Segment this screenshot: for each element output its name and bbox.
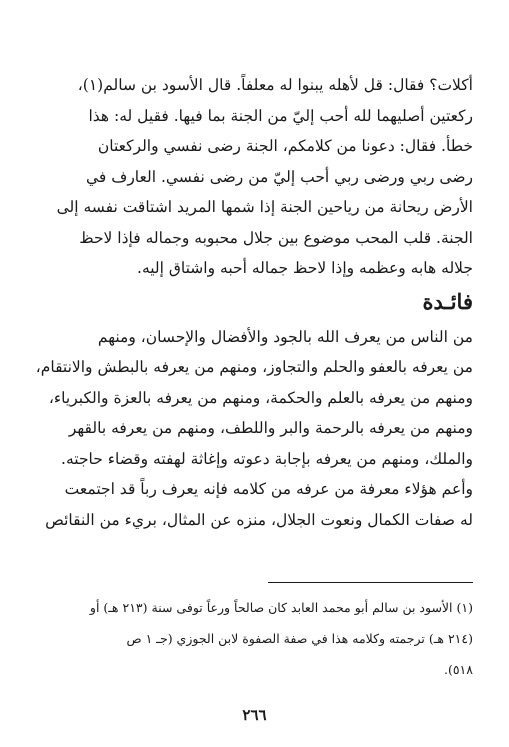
- text-line: وأعم هؤلاء معرفة من عرفه من كلامه فإنه يعرف رباً قد اجتمعت: [64, 480, 473, 498]
- text-line: من الناس من يعرف الله بالجود والأفضال والإحسان، ومنهم: [97, 327, 473, 346]
- text-line: من يعرفه بالعفو والحلم والتجاوز، ومنهم من يعرفه بالبطش والانتقام،: [36, 358, 473, 376]
- main-text: [36, 70, 473, 535]
- text-line: جلاله هابه وعظمه وإذا لاحظ جماله أحبه واشتاق إليه.: [137, 259, 473, 277]
- footnote-divider: [268, 582, 473, 583]
- text-line: له صفات الكمال ونعوت الجلال، منزه عن المثال، بريء من النقائص: [45, 510, 473, 529]
- footnote-line: (١) الأسود بن سالم أبو محمد العابد كان صالحاً ورعاً توفى سنة (٢١٣ هـ) أو: [89, 600, 473, 615]
- paragraph-2: [36, 322, 473, 536]
- section-heading: فائـدة: [422, 288, 473, 314]
- footnote: [36, 592, 473, 685]
- text-line: والملك، ومنهم من يعرفه بإجابة دعوته وإغاثة لهفته وقضاء حاجته.: [61, 449, 473, 468]
- footnote-line: ٥١٨).: [443, 662, 473, 677]
- text-line: الجنة. قلب المحب موضوع بين جلال محبوبه وجماله فإذا لاحظ: [79, 228, 473, 247]
- text-line: الأرض ريحانة من رياحين الجنة إذا شمها المريد اشتاقت نفسه إلى: [56, 198, 473, 216]
- text-line: ومنهم من يعرفه بالرحمة والبر واللطف، ومنهم من يعرفه بالقهر: [68, 419, 473, 437]
- text-line: أكلات؟ فقال: قل لأهله يبنوا له معلفاً. قال الأسود بن سالم(١)،: [77, 76, 473, 94]
- text-line: خطأ. فقال: دعونا من كلامكم، الجنة رضى نفسي والركعتان: [97, 137, 473, 155]
- paragraph-1: [36, 70, 473, 284]
- text-line: ومنهم من يعرفه بالعلم والحكمة، ومنهم من يعرفه بالعزة والكبرياء،: [48, 388, 473, 407]
- text-line: ركعتين أصليهما لله أحب إليّ من الجنة بما فيها. فقيل له: هذا: [88, 106, 473, 125]
- footnote-line: (٢١٤ هـ) ترجمته وكلامه هذا في صفة الصفوة لابن الجوزي (جـ ١ ص: [126, 631, 473, 646]
- page-number: ٢٦٦: [242, 706, 267, 724]
- text-line: رضى ربي ورضى ربي أحب إليّ من رضى نفسي. العارف في: [86, 167, 473, 186]
